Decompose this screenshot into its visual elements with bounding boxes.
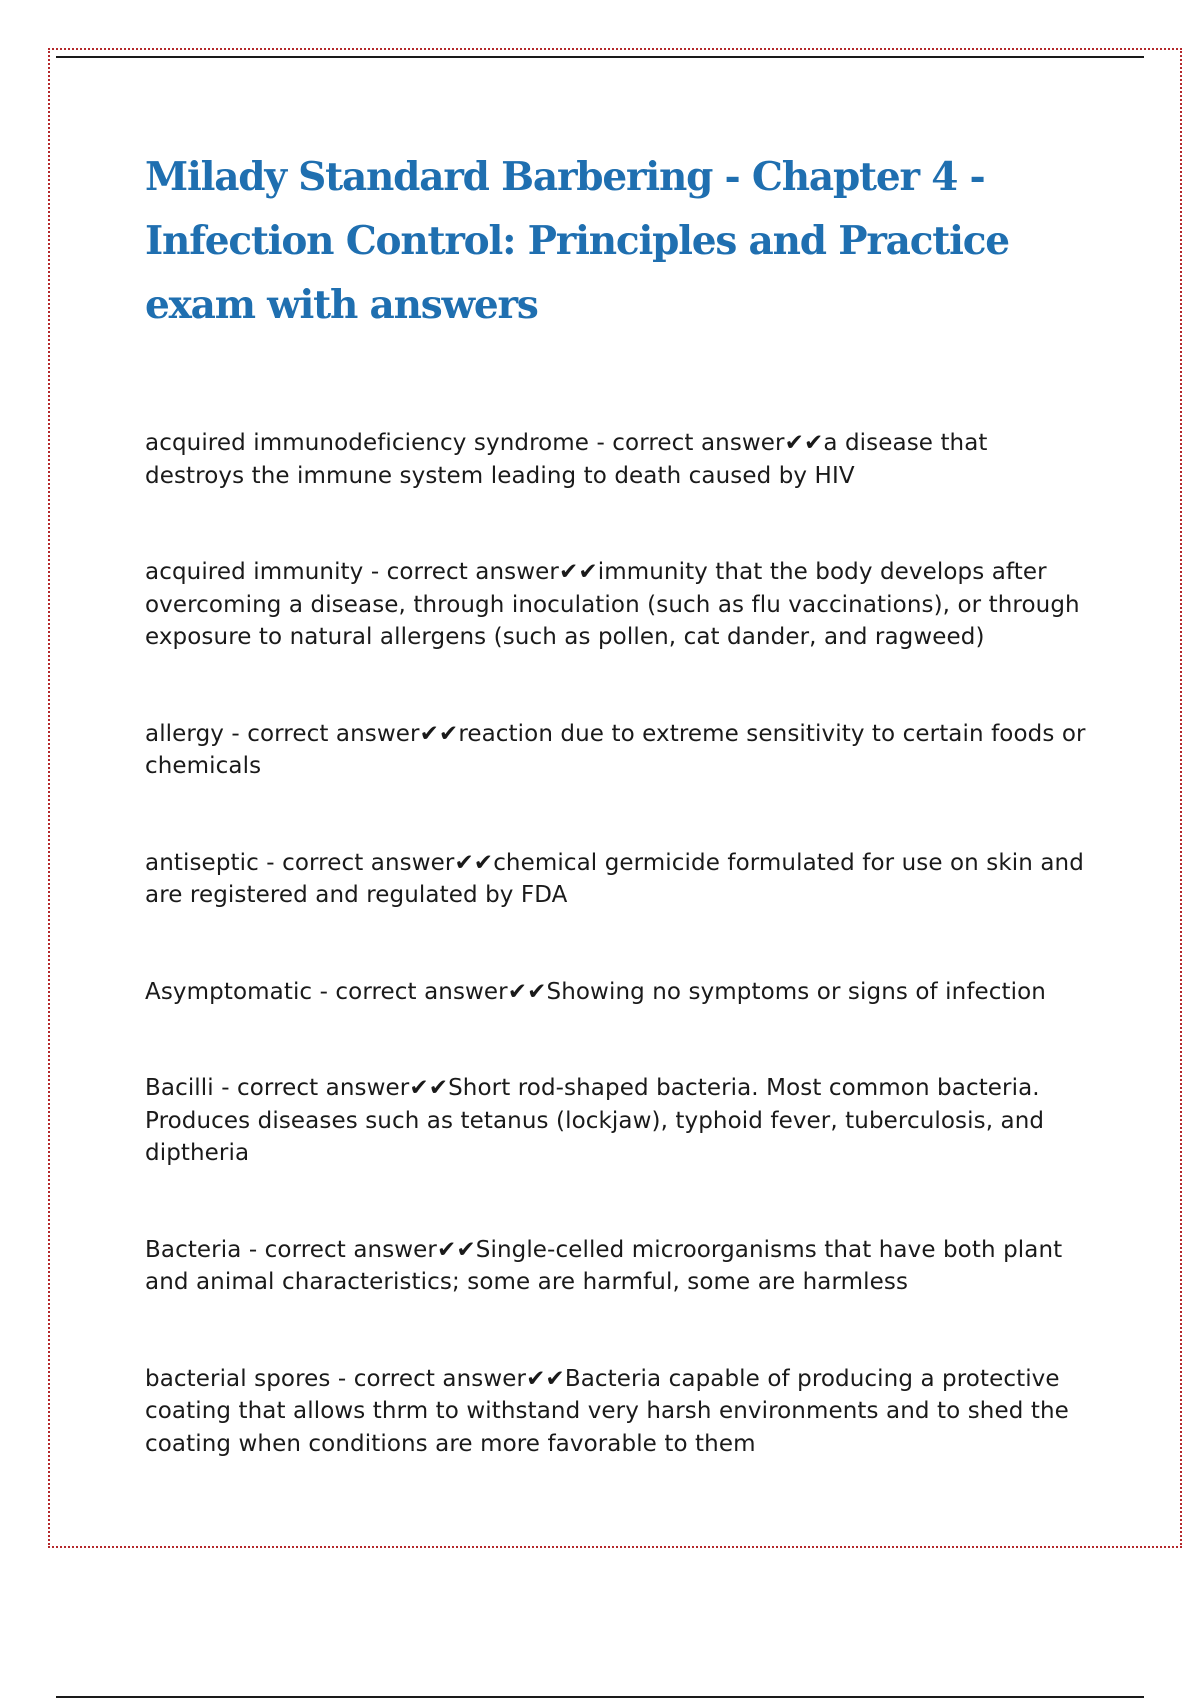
entry-definition: Bacteria capable of producing a protective coating that allows thrm to withstand very harsh environments and to shed the coating when conditions are more favorable to them xyxy=(145,1365,1069,1457)
double-check-icon: ✔✔ xyxy=(409,1075,449,1101)
document-title: Milady Standard Barbering - Chapter 4 - Infection Control: Principles and Practice exam with answers xyxy=(145,154,1009,328)
entry-answer-label: correct answer xyxy=(386,559,559,585)
entry-answer-label: correct answer xyxy=(247,720,420,747)
entry-definition: chemical germicide formulated for use on skin and are registered and regulated by FDA xyxy=(145,849,1084,908)
entry-list xyxy=(145,427,1090,1460)
entry-definition: Single-celled microorganisms that have both plant and animal characteristics; some are harmful, some are harmless xyxy=(145,1236,1063,1295)
entry-term: Asymptomatic xyxy=(145,978,313,1005)
entry-definition: a disease that destroys the immune system leading to death caused by HIV xyxy=(145,430,988,489)
entry-definition: Showing no symptoms or signs of infection xyxy=(546,978,1046,1005)
document-content xyxy=(145,145,1090,1524)
entry-term: Bacilli xyxy=(145,1075,214,1101)
double-check-icon: ✔✔ xyxy=(784,430,824,456)
entry-term: bacterial spores xyxy=(145,1365,331,1392)
double-check-icon: ✔✔ xyxy=(507,978,547,1005)
entry-item: Bacteria - correct answer✔✔Single-celled microorganisms that have both plant and animal characteristics; some are harmful, some are harmless xyxy=(145,1236,1063,1295)
entry-term: acquired immunity xyxy=(145,559,364,585)
double-check-icon: ✔✔ xyxy=(454,849,494,876)
entry-term: antiseptic xyxy=(145,849,259,876)
entry-answer-label: correct answer xyxy=(237,1075,410,1101)
entry-item: Asymptomatic - correct answer✔✔Showing no symptoms or signs of infection xyxy=(145,978,1046,1005)
entry-term: Bacteria xyxy=(145,1236,242,1263)
entry-answer-label: correct answer xyxy=(335,978,508,1005)
entry-item: acquired immunity - correct answer✔✔immunity that the body develops after overcoming a disease, through inoculation (such as flu vaccinations), or through exposure to natural allergens (such as pollen, cat dander, and ragweed) xyxy=(145,559,1080,650)
entry-item: allergy - correct answer✔✔reaction due to extreme sensitivity to certain foods or chemicals xyxy=(145,720,1086,779)
entry-item: acquired immunodeficiency syndrome - correct answer✔✔a disease that destroys the immune system leading to death caused by HIV xyxy=(145,430,988,489)
entry-item: antiseptic - correct answer✔✔chemical germicide formulated for use on skin and are registered and regulated by FDA xyxy=(145,849,1084,908)
entry-answer-label: correct answer xyxy=(282,849,455,876)
entry-answer-label: correct answer xyxy=(264,1236,437,1263)
entry-answer-label: correct answer xyxy=(353,1365,527,1392)
entry-term: acquired immunodeficiency syndrome xyxy=(145,430,590,456)
double-check-icon: ✔✔ xyxy=(437,1236,476,1263)
double-check-icon: ✔✔ xyxy=(419,720,459,747)
entry-definition: Short rod-shaped bacteria. Most common bacteria. Produces diseases such as tetanus (lockjaw), typhoid fever, tuberculosis, and diptheria xyxy=(145,1075,1045,1166)
double-check-icon: ✔✔ xyxy=(526,1365,565,1392)
entry-answer-label: correct answer xyxy=(612,430,785,456)
entry-definition: reaction due to extreme sensitivity to certain foods or chemicals xyxy=(145,720,1086,779)
top-rule xyxy=(56,56,1144,58)
entry-term: allergy xyxy=(145,720,224,747)
entry-item: Bacilli - correct answer✔✔Short rod-shaped bacteria. Most common bacteria. Produces diseases such as tetanus (lockjaw), typhoid fever, tuberculosis, and diptheria xyxy=(145,1075,1045,1166)
entry-definition: immunity that the body develops after overcoming a disease, through inoculation (such as flu vaccinations), or through exposure to natural allergens (such as pollen, cat dander, and ragweed) xyxy=(145,559,1080,650)
double-check-icon: ✔✔ xyxy=(558,559,598,585)
entry-item: bacterial spores - correct answer✔✔Bacteria capable of producing a protective coating that allows thrm to withstand very harsh environments and to shed the coating when conditions are more favorable to them xyxy=(145,1365,1069,1457)
bottom-rule xyxy=(56,1696,1144,1698)
